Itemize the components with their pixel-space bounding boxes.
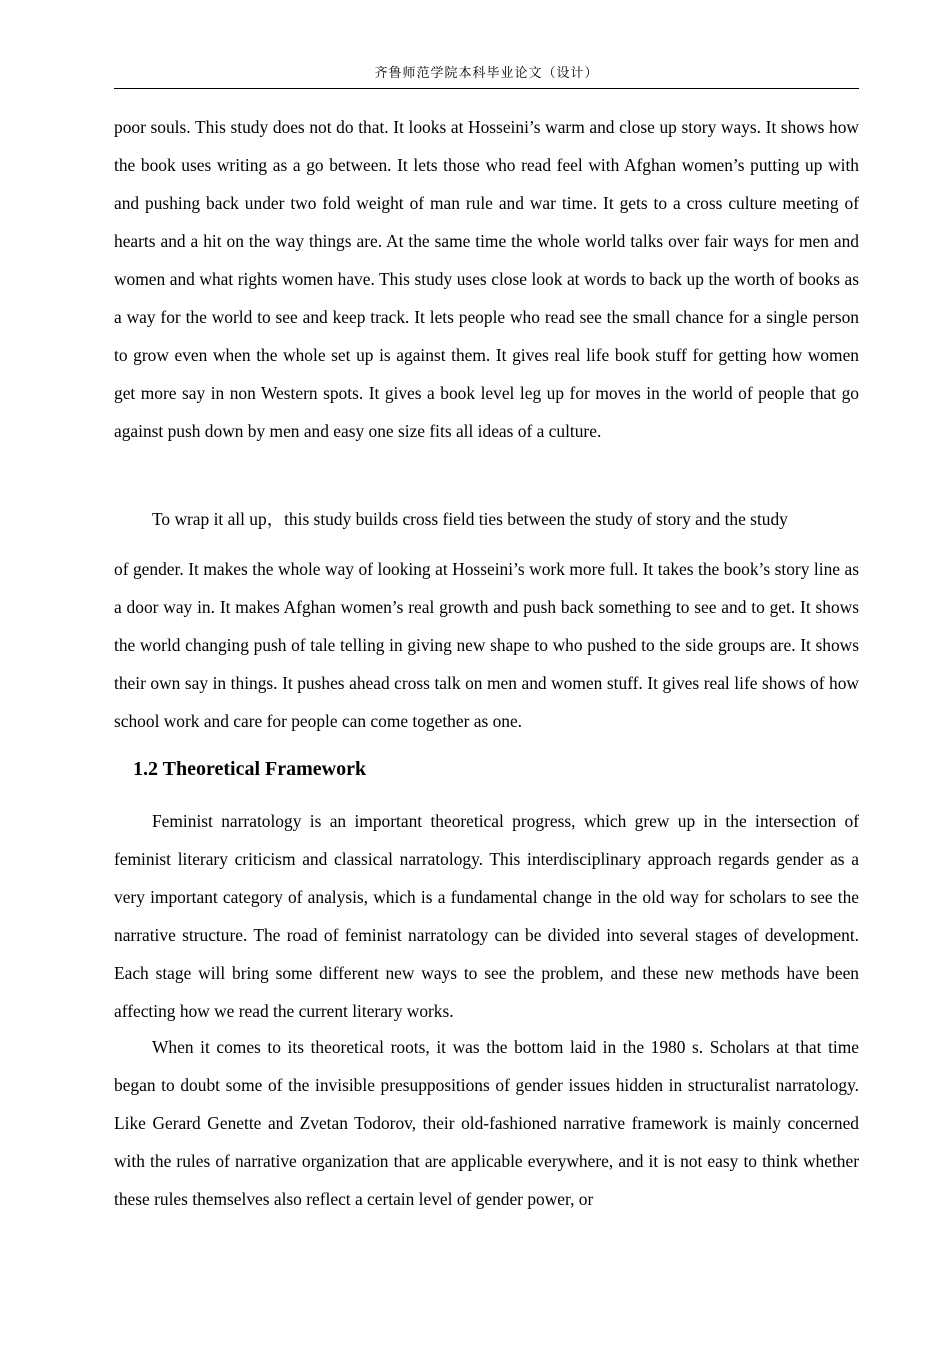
paragraph-wrap-up-first-line: To wrap it all up，this study builds cross field ties between the study of story and the study bbox=[152, 509, 788, 529]
running-header: 齐鲁师范学院本科毕业论文（设计） bbox=[374, 66, 599, 81]
paragraph-theoretical-roots: When it comes to its theoretical roots, it was the bottom laid in the 1980 s. Scholars at that time began to doubt some of the invisible presuppositions of gender issues hidden in structuralist narratology. Like Gerard Genette and Zvetan Todorov, their old-fashioned narrative framework is mainly concerned with the rules of narrative organization that are applicable everywhere, and it is not easy to think whether these rules themselves also reflect a certain level of gender power, or bbox=[114, 1037, 859, 1209]
paragraph-feminist-narratology: Feminist narratology is an important theoretical progress, which grew up in the intersection of feminist literary criticism and classical narratology. This interdisciplinary approach regards gender as a very important category of analysis, which is a fundamental change in the old way for scholars to see the narrative structure. The road of feminist narratology can be divided into several stages of development. Each stage will bring some different new ways to see the problem, and these new methods have been affecting how we read the current literary works. bbox=[114, 811, 859, 1021]
paragraph-wrap-up-rest: of gender. It makes the whole way of looking at Hosseini’s work more full. It takes the book’s story line as a door way in. It makes Afghan women’s real growth and push back something to see and to get. It shows the world changing push of tale telling in giving new shape to who pushed to the side groups are. It shows their own say in things. It pushes ahead cross talk on men and women stuff. It gives real life shows of how school work and care for people can come together as one. bbox=[114, 559, 859, 731]
paragraph-continued: poor souls. This study does not do that. It looks at Hosseini’s warm and close up story ways. It shows how the book uses writing as a go between. It lets those who read feel with Afghan women’s putting up with and pushing back under two fold weight of man rule and war time. It gets to a cross culture meeting of hearts and a hit on the way things are. At the same time the whole world talks over fair ways for men and women and what rights women have. This study uses close look at words to back up the worth of books as a way for the world to see and keep track. It lets people who read see the small chance for a single person to grow even when the whole set up is against them. It gives real life book stuff for getting how women get more say in non Western spots. It gives a book level leg up for moves in the world of people that go against push down by men and easy one size fits all ideas of a culture. bbox=[114, 117, 859, 441]
header-rule bbox=[114, 88, 859, 89]
section-heading: 1.2 Theoretical Framework bbox=[133, 758, 367, 780]
